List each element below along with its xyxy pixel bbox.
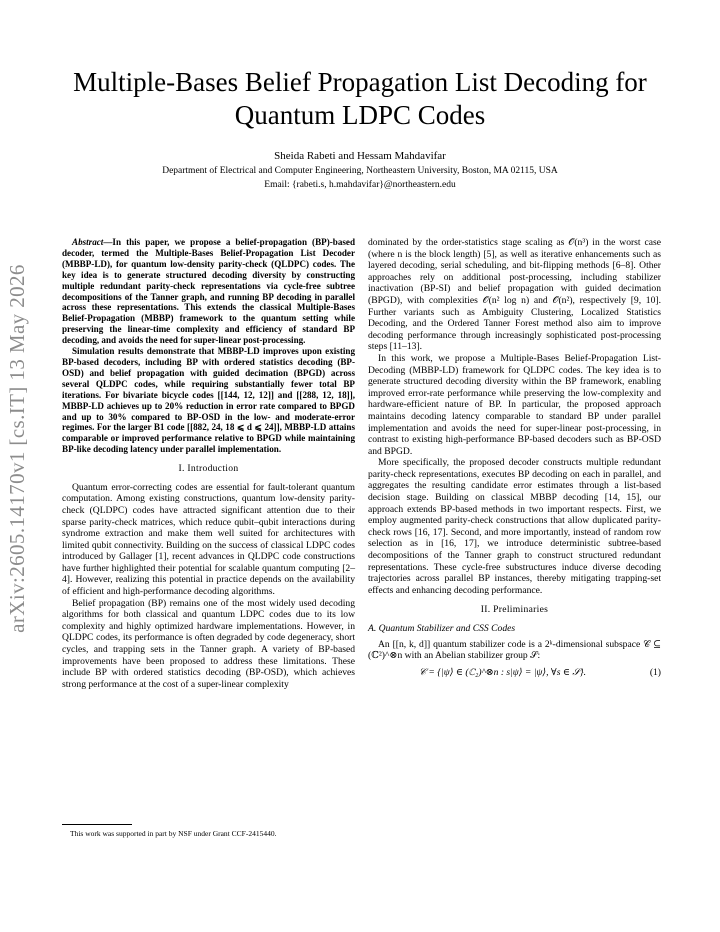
intro-paragraph-3: dominated by the order-statistics stage scaling as 𝒪(n³) in the worst case (where n is the block length) [5], as well as iterative enhancements such as layered decoding, serial scheduling, and bit-flipping methods [6–8]. Other approaches rely on additional post-processing, including stabilizer inactivation (BP-SI) and belief propagation with guided decimation (BPGD), with complexities 𝒪(n² log n) and 𝒪(n²), respectively [9, 10]. Further variants such as Ambiguity Clustering, Localized Statistics Decoding, and the Ordered Tanner Forest method also aim to improve decoding performance through increasingly sophisticated post-processing steps [11–13]. <box>368 237 661 353</box>
section-title-preliminaries: II. Preliminaries <box>480 604 549 616</box>
paper-title: Multiple-Bases Belief Propagation List Decoding for Quantum LDPC Codes <box>73 67 647 130</box>
intro-paragraph-2: Belief propagation (BP) remains one of the most widely used decoding algorithms for both classical and quantum LDPC codes due to its low complexity and highly optimized hardware implementations. However, in QLDPC codes, its performance is often degraded by code degeneracy, short cycles, and trapping sets in the Tanner graph. A variety of BP-based improvements have been proposed to address these limitations. These include BP with ordered statistics decoding (BP-OSD), which achieves strong performance at the cost of a super-linear complexity <box>62 597 355 690</box>
subsection-title-stabilizer: A. Quantum Stabilizer and CSS Codes <box>368 623 516 634</box>
prelim-paragraph-1: An [[n, k, d]] quantum stabilizer code is a 2ᵏ-dimensional subspace 𝒞 ⊆ (ℂ²)^⊗n with an Abelian stabilizer group 𝒮: <box>368 638 661 662</box>
equation-1-body: 𝒞 = {|ψ⟩ ∈ (ℂ₂)^⊗n : s|ψ⟩ = |ψ⟩, ∀s ∈ 𝒮}. <box>419 666 586 678</box>
affiliation: Department of Electrical and Computer Engineering, Northeastern University, Boston, MA 02115, USA <box>162 166 558 176</box>
abstract-paragraph-2: Simulation results demonstrate that MBBP-LD improves upon existing BP-based decoders, including BP with ordered statistics decoding (BP-OSD) and belief propagation with guided decimation (BPGD) across several QLDPC codes, while requiring substantially fewer total BP iterations. For bivariate bicycle codes [[144, 12, 12]] and [[288, 12, 18]], MBBP-LD achieves up to 20% reduction in error rate compared to BPGD and up to 30% compared to BP-OSD in the low- and moderate-error regimes. For the larger B1 code [[882, 24, 18 ⩽ d ⩽ 24]], MBBP-LD attains comparable or improved performance relative to BPGD while maintaining BP-like decoding latency under parallel implementation. <box>62 346 355 455</box>
footnote <box>62 829 355 838</box>
intro-paragraph-4: In this work, we propose a Multiple-Bases Belief-Propagation List-Decoding (MBBP-LD) framework for QLDPC codes. The key idea is to generate structured decoding diversity within the BP framework, enabling improved error-rate performance while preserving the low-complexity and hardware-efficient nature of BP. In particular, the proposed approach maintains decoding latency comparable to standard BP under parallel implementation and avoids the need for super-linear post-processing, in contrast to existing high-performance BP-based decoders such as BP-OSD and BPGD. <box>368 352 661 457</box>
equation-1 <box>368 667 661 679</box>
arxiv-stamp <box>2 238 32 658</box>
section-title-introduction: I. Introduction <box>178 463 239 475</box>
abstract-label: Abstract <box>72 237 104 247</box>
right-column <box>368 237 661 678</box>
abstract <box>62 237 355 455</box>
footnote-text: This work was supported in part by NSF under Grant CCF-2415440. <box>70 829 277 838</box>
arxiv-stamp-text: arXiv:2605.14170v1 [cs.IT] 13 May 2026 <box>4 263 29 633</box>
abstract-text: —In this paper, we propose a belief-propagation (BP)-based decoder, termed the Multiple-Bases Belief-Propagation List Decoder (MBBP-LD), for quantum low-density parity-check (QLDPC) codes. The key idea is to generate structured decoding diversity by constructing multiple redundant parity-check representations via cycle-free subtree decompositions of the Tanner graph, and running BP decoding in parallel across these representations. This extends the classical Multiple-Bases Belief-Propagation (MBBP) framework to the quantum setting while preserving the linear-time complexity and efficiency of standard BP decoding, and avoids the need for super-linear post-processing. <box>62 237 355 346</box>
authors: Sheida Rabeti and Hessam Mahdavifar <box>274 150 446 162</box>
footnote-rule <box>62 824 132 825</box>
equation-1-number: (1) <box>649 666 661 678</box>
abstract-paragraph <box>62 237 355 346</box>
email: Email: {rabeti.s, h.mahdavifar}@northeastern.edu <box>264 180 456 190</box>
left-column <box>62 237 355 690</box>
intro-paragraph-5: More specifically, the proposed decoder constructs multiple redundant parity-check representations, executes BP decoding on each in parallel, and aggregates the resulting candidate error estimates through a list-based decision stage. Building on classical MBBP decoding [14, 15], our approach extends BP-based methods in two important respects. First, we employ augmented parity-check constructions that allow duplicated parity-check rows [16, 17]. Second, and more importantly, instead of random row selection as in [16, 17], we introduce deterministic subtree-based decompositions of the Tanner graph to construct structured redundant representations. These cycle-free substructures induce diverse decoding trajectories across parallel BP instances, thereby mitigating trapping-set effects and enhancing decoding performance. <box>368 457 661 596</box>
intro-paragraph-1: Quantum error-correcting codes are essential for fault-tolerant quantum computation. Among existing constructions, quantum low-density parity-check (QLDPC) codes have attracted significant attention due to their sparse parity-check matrices, which reduce qubit–qubit interactions during syndrome extraction and make them well suited for architectures with limited qubit connectivity. Building on the success of classical LDPC codes introduced by Gallager [1], recent advances in QLDPC code constructions have further highlighted their potential for scalable quantum computing [2–4]. However, realizing this potential in practice depends on the availability of efficient and high-performance decoding algorithms. <box>62 481 355 598</box>
